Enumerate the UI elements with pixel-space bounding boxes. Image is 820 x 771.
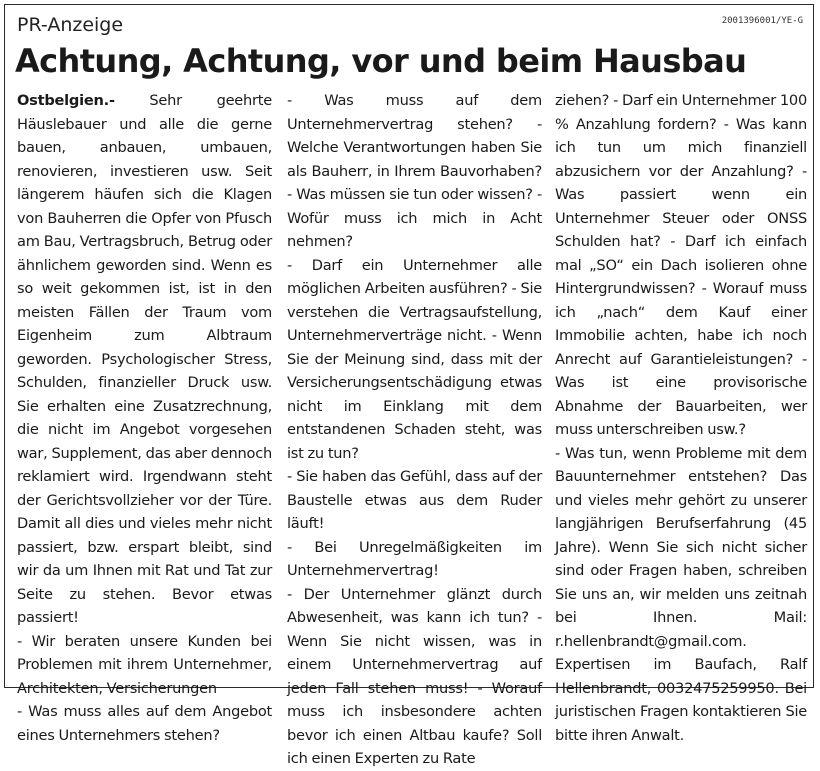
paragraph: - Wir beraten unsere Kunden bei Problemen mit ihrem Unternehmer, Architekten, Versicherungen xyxy=(17,632,272,697)
headline: Achtung, Achtung, vor und beim Hausbau xyxy=(15,42,747,80)
ad-code: 2001396001/YE-G xyxy=(721,16,803,26)
paragraph: - Sie haben das Gefühl, dass auf der Baustelle etwas aus dem Ruder läuft! xyxy=(287,468,542,532)
paragraph: - Was muss alles auf dem Angebot eines Unternehmers stehen? xyxy=(17,703,272,744)
dateline: Ostbelgien.- xyxy=(17,92,115,109)
ad-frame xyxy=(4,4,814,767)
paragraph: - Der Unternehmer glänzt durch Abwesenheit, was kann ich tun? - Wenn Sie nicht wissen, was in einem Unternehmervertrag auf jeden Fall stehen muss! - Worauf muss ich insbesondere achten bevor ich einen Altbau kaufe? Soll ich einen Experten zu Rate xyxy=(287,585,542,767)
column-2 xyxy=(287,89,542,771)
intro-text: Sehr geehrte Häuslebauer und alle die gerne bauen, anbauen, umbauen, renovieren, investieren usw. Seit längerem häufen sich die Klagen von Bauherren die Opfer von Pfusch am Bau, Vertragsbruch, Betrug oder ähnlichem geworden sind. Wenn es so weit gekommen ist, ist in den meisten Fällen der Traum vom Eigenheim zum Albtraum geworden. Psychologischer Stress, Schulden, finanzieller Druck usw. Sie erhalten eine Zusatzrechnung, die nicht im Angebot vorgesehen war, Supplement, das aber dennoch reklamiert wird. Irgendwann steht der Gerichtsvollzieher vor der Türe. Damit all dies und vieles mehr nicht passiert, bzw. erspart bleibt, sind wir da um Ihnen mit Rat und Tat zur Seite zu stehen. Bevor etwas passiert! xyxy=(17,92,272,626)
ad-label: PR-Anzeige xyxy=(17,14,124,36)
column-3 xyxy=(555,89,807,747)
paragraph: - Was muss auf dem Unternehmervertrag stehen? - Welche Verantwortungen haben Sie als Bauherr, in Ihrem Bauvorhaben? - Was müssen sie tun oder wissen? - Wofür muss ich mich in Acht nehmen? xyxy=(287,92,542,250)
paragraph: - Bei Unregelmäßigkeiten im Unternehmervertrag! xyxy=(287,538,542,579)
paragraph: - Was tun, wenn Probleme mit dem Bauunternehmer entstehen? Das und vieles mehr gehört zu unserer langjährigen Berufserfahrung (45 Jahre). Wenn Sie sich nicht sicher sind oder Fragen haben, schreiben Sie uns an, wir melden uns zeitnah bei Ihnen. Mail: r.hellenbrandt@gmail.com. Expertisen im Baufach, Ralf Hellenbrandt, 0032475259950. Bei juristischen Fragen kontaktieren Sie bitte ihren Anwalt. xyxy=(555,444,807,744)
column-1 xyxy=(17,89,272,747)
paragraph-intro xyxy=(17,89,272,630)
paragraph: - Darf ein Unternehmer alle möglichen Arbeiten ausführen? - Sie verstehen die Vertragsaufstellung, Unternehmerverträge nicht. - Wenn Sie der Meinung sind, dass mit der Versicherungsentschädigung etwas nicht im Einklang mit dem entstandenen Schaden steht, was ist zu tun? xyxy=(287,256,542,462)
paragraph: ziehen? - Darf ein Unternehmer 100 % Anzahlung fordern? - Was kann ich tun um mich finanziell abzusichern vor der Anzahlung? - Was passiert wenn ein Unternehmer Steuer oder ONSS Schulden hat? - Darf ich einfach mal „SO“ ein Dach isolieren ohne Hintergrundwissen? - Worauf muss ich „nach“ dem Kauf einer Immobilie achten, habe ich noch Anrecht auf Garantieleistungen? - Was ist eine provisorische Abnahme der Bauarbeiten, wer muss unterschreiben usw.? xyxy=(555,92,807,438)
